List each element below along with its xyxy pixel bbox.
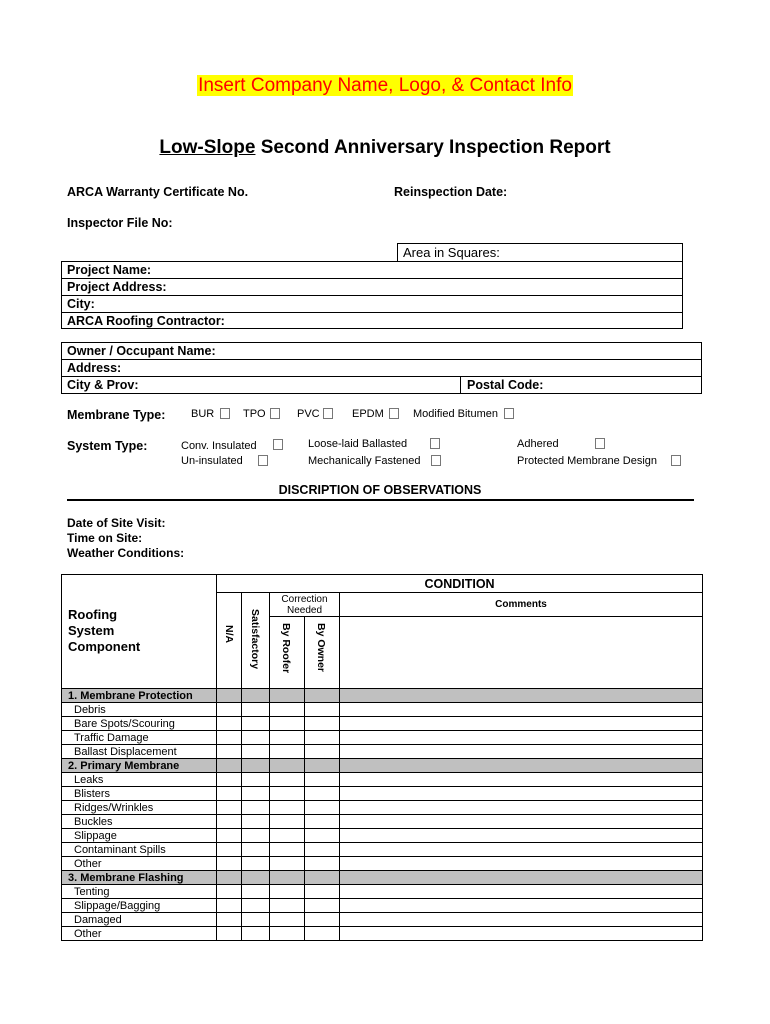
- divider: [61, 376, 702, 377]
- company-info-placeholder: Insert Company Name, Logo, & Contact Info: [198, 75, 572, 96]
- site-visit-label: Date of Site Visit:: [67, 516, 166, 530]
- na-cell[interactable]: [217, 927, 242, 941]
- component-item: Other: [62, 927, 217, 941]
- by-roofer-cell[interactable]: [270, 815, 305, 829]
- na-cell[interactable]: [217, 857, 242, 871]
- by-roofer-cell[interactable]: [270, 857, 305, 871]
- table-row: [62, 787, 703, 801]
- section-cell: [242, 759, 270, 773]
- component-item: Blisters: [62, 787, 217, 801]
- divider: [61, 312, 683, 313]
- satisfactory-cell[interactable]: [242, 815, 270, 829]
- membrane-option-modbit: Modified Bitumen: [413, 408, 498, 420]
- table-row: [62, 927, 703, 941]
- component-item: Slippage/Bagging: [62, 899, 217, 913]
- na-cell[interactable]: [217, 829, 242, 843]
- system-type-label: System Type:: [67, 439, 148, 453]
- component-header: [62, 575, 217, 689]
- observations-rule: [67, 499, 694, 501]
- modified-bitumen-checkbox[interactable]: [504, 408, 514, 419]
- owner-address-field[interactable]: Address:: [67, 361, 122, 375]
- col-na-header: [217, 593, 242, 689]
- by-roofer-cell[interactable]: [270, 717, 305, 731]
- section-cell: [270, 871, 305, 885]
- by-owner-cell[interactable]: [305, 801, 340, 815]
- section-cell: [270, 689, 305, 703]
- satisfactory-cell[interactable]: [242, 731, 270, 745]
- table-row: [62, 913, 703, 927]
- by-roofer-cell[interactable]: [270, 843, 305, 857]
- section-row: [62, 689, 703, 703]
- by-owner-cell[interactable]: [305, 787, 340, 801]
- comments-cell[interactable]: [340, 787, 703, 801]
- component-item: Buckles: [62, 815, 217, 829]
- membrane-type-label: Membrane Type:: [67, 408, 166, 422]
- comments-header-blank: [340, 617, 703, 689]
- table-row: [62, 745, 703, 759]
- time-on-site-label: Time on Site:: [67, 531, 143, 545]
- col-satisfactory-header: [242, 593, 270, 689]
- section-cell: [305, 871, 340, 885]
- comments-cell[interactable]: [340, 857, 703, 871]
- by-roofer-cell[interactable]: [270, 885, 305, 899]
- component-item: Traffic Damage: [62, 731, 217, 745]
- comments-cell[interactable]: [340, 773, 703, 787]
- comments-cell[interactable]: [340, 899, 703, 913]
- satisfactory-cell[interactable]: [242, 885, 270, 899]
- by-roofer-cell[interactable]: [270, 829, 305, 843]
- table-row: [62, 899, 703, 913]
- section-cell: [340, 689, 703, 703]
- table-row: [62, 717, 703, 731]
- section-cell: [305, 689, 340, 703]
- condition-header: CONDITION: [217, 575, 703, 593]
- section-cell: [305, 759, 340, 773]
- inspector-file-label: Inspector File No:: [67, 216, 173, 230]
- component-item: Leaks: [62, 773, 217, 787]
- by-owner-cell[interactable]: [305, 815, 340, 829]
- na-cell[interactable]: [217, 731, 242, 745]
- warranty-cert-label: ARCA Warranty Certificate No.: [67, 185, 249, 199]
- satisfactory-cell[interactable]: [242, 899, 270, 913]
- table-row: [62, 731, 703, 745]
- system-option-protected: Protected Membrane Design: [517, 455, 658, 467]
- membrane-option-tpo: TPO: [243, 408, 266, 420]
- report-title: Low-Slope Second Anniversary Inspection Report: [159, 137, 611, 158]
- table-row: [62, 857, 703, 871]
- by-owner-cell[interactable]: [305, 745, 340, 759]
- na-cell[interactable]: [217, 773, 242, 787]
- component-header-line1: Roofing: [68, 607, 118, 622]
- comments-cell[interactable]: [340, 885, 703, 899]
- col-na-label: N/A: [223, 625, 235, 644]
- by-roofer-cell[interactable]: [270, 801, 305, 815]
- by-owner-cell[interactable]: [305, 773, 340, 787]
- table-row: [62, 885, 703, 899]
- comments-header: Comments: [340, 593, 703, 617]
- by-owner-cell[interactable]: [305, 913, 340, 927]
- system-option-conv-insulated: Conv. Insulated: [181, 440, 257, 452]
- satisfactory-cell[interactable]: [242, 787, 270, 801]
- by-roofer-cell[interactable]: [270, 745, 305, 759]
- divider: [460, 376, 461, 394]
- satisfactory-cell[interactable]: [242, 829, 270, 843]
- comments-cell[interactable]: [340, 745, 703, 759]
- by-roofer-cell[interactable]: [270, 913, 305, 927]
- membrane-option-epdm: EPDM: [352, 408, 384, 420]
- component-item: Contaminant Spills: [62, 843, 217, 857]
- comments-cell[interactable]: [340, 913, 703, 927]
- membrane-option-pvc: PVC: [297, 408, 320, 420]
- condition-table: [61, 574, 703, 941]
- comments-cell[interactable]: [340, 703, 703, 717]
- na-cell[interactable]: [217, 787, 242, 801]
- col-by-owner-label: By Owner: [315, 623, 327, 673]
- uninsulated-checkbox[interactable]: [258, 455, 268, 466]
- section-cell: [270, 759, 305, 773]
- col-by-roofer-header: [270, 617, 305, 689]
- bur-checkbox[interactable]: [220, 408, 230, 419]
- table-row: [62, 801, 703, 815]
- section-cell: [217, 871, 242, 885]
- divider: [61, 278, 683, 279]
- by-owner-cell[interactable]: [305, 731, 340, 745]
- epdm-checkbox[interactable]: [389, 408, 399, 419]
- component-item: Bare Spots/Scouring: [62, 717, 217, 731]
- satisfactory-cell[interactable]: [242, 801, 270, 815]
- weather-label: Weather Conditions:: [67, 546, 185, 560]
- project-address-field[interactable]: Project Address:: [67, 280, 167, 294]
- section-cell: [217, 689, 242, 703]
- na-cell[interactable]: [217, 885, 242, 899]
- comments-cell[interactable]: [340, 927, 703, 941]
- by-owner-cell[interactable]: [305, 857, 340, 871]
- conv-insulated-checkbox[interactable]: [273, 439, 283, 450]
- pvc-checkbox[interactable]: [323, 408, 333, 419]
- reinspection-date-label: Reinspection Date:: [394, 185, 508, 199]
- project-name-field[interactable]: Project Name:: [67, 263, 152, 277]
- by-owner-cell[interactable]: [305, 703, 340, 717]
- adhered-checkbox[interactable]: [595, 438, 605, 449]
- owner-city-field[interactable]: City & Prov:: [67, 378, 139, 392]
- col-satisfactory-label: Satisfactory: [249, 609, 261, 670]
- na-cell[interactable]: [217, 843, 242, 857]
- na-cell[interactable]: [217, 717, 242, 731]
- table-row: [62, 703, 703, 717]
- na-cell[interactable]: [217, 801, 242, 815]
- component-item: Ridges/Wrinkles: [62, 801, 217, 815]
- table-row: [62, 773, 703, 787]
- comments-cell[interactable]: [340, 815, 703, 829]
- area-squares-label: Area in Squares:: [403, 245, 500, 260]
- component-item: Ballast Displacement: [62, 745, 217, 759]
- comments-cell[interactable]: [340, 829, 703, 843]
- divider: [61, 359, 702, 360]
- owner-name-field[interactable]: Owner / Occupant Name:: [67, 344, 216, 358]
- section-title: 2. Primary Membrane: [62, 759, 217, 773]
- divider: [61, 295, 683, 296]
- by-owner-cell[interactable]: [305, 885, 340, 899]
- system-option-adhered: Adhered: [517, 438, 559, 450]
- component-header-line3: Component: [68, 639, 141, 654]
- section-row: [62, 759, 703, 773]
- by-roofer-cell[interactable]: [270, 787, 305, 801]
- component-item: Damaged: [62, 913, 217, 927]
- section-row: [62, 871, 703, 885]
- section-cell: [340, 871, 703, 885]
- na-cell[interactable]: [217, 815, 242, 829]
- system-option-mech-fastened: Mechanically Fastened: [308, 455, 421, 467]
- postal-code-field[interactable]: Postal Code:: [467, 378, 544, 392]
- section-title: 3. Membrane Flashing: [62, 871, 217, 885]
- na-cell[interactable]: [217, 913, 242, 927]
- table-row: [62, 829, 703, 843]
- component-item: Slippage: [62, 829, 217, 843]
- table-row: [62, 843, 703, 857]
- na-cell[interactable]: [217, 703, 242, 717]
- by-owner-cell[interactable]: [305, 927, 340, 941]
- satisfactory-cell[interactable]: [242, 717, 270, 731]
- by-owner-cell[interactable]: [305, 843, 340, 857]
- satisfactory-cell[interactable]: [242, 843, 270, 857]
- by-owner-cell[interactable]: [305, 829, 340, 843]
- component-item: Debris: [62, 703, 217, 717]
- by-roofer-cell[interactable]: [270, 773, 305, 787]
- by-roofer-cell[interactable]: [270, 927, 305, 941]
- satisfactory-cell[interactable]: [242, 703, 270, 717]
- tpo-checkbox[interactable]: [270, 408, 280, 419]
- correction-needed-header: Correction Needed: [270, 593, 340, 617]
- mech-fastened-checkbox[interactable]: [431, 455, 441, 466]
- by-roofer-cell[interactable]: [270, 899, 305, 913]
- component-item: Other: [62, 857, 217, 871]
- loose-laid-checkbox[interactable]: [430, 438, 440, 449]
- system-option-loose-laid: Loose-laid Ballasted: [308, 438, 408, 450]
- col-by-roofer-label: By Roofer: [280, 623, 292, 674]
- comments-cell[interactable]: [340, 843, 703, 857]
- na-cell[interactable]: [217, 745, 242, 759]
- table-row: [62, 815, 703, 829]
- project-city-field[interactable]: City:: [67, 297, 95, 311]
- component-header-line2: System: [68, 623, 115, 638]
- section-cell: [217, 759, 242, 773]
- comments-cell[interactable]: [340, 801, 703, 815]
- section-cell: [242, 871, 270, 885]
- comments-cell[interactable]: [340, 731, 703, 745]
- satisfactory-cell[interactable]: [242, 773, 270, 787]
- na-cell[interactable]: [217, 899, 242, 913]
- system-option-uninsulated: Un-insulated: [181, 455, 243, 467]
- by-roofer-cell[interactable]: [270, 731, 305, 745]
- section-cell: [242, 689, 270, 703]
- membrane-option-bur: BUR: [191, 408, 215, 420]
- section-cell: [340, 759, 703, 773]
- satisfactory-cell[interactable]: [242, 745, 270, 759]
- protected-membrane-checkbox[interactable]: [671, 455, 681, 466]
- by-roofer-cell[interactable]: [270, 703, 305, 717]
- component-item: Tenting: [62, 885, 217, 899]
- comments-cell[interactable]: [340, 717, 703, 731]
- col-by-owner-header: [305, 617, 340, 689]
- observations-heading: DISCRIPTION OF OBSERVATIONS: [278, 483, 482, 497]
- section-title: 1. Membrane Protection: [62, 689, 217, 703]
- roofing-contractor-field[interactable]: ARCA Roofing Contractor:: [67, 314, 225, 328]
- by-owner-cell[interactable]: [305, 899, 340, 913]
- satisfactory-cell[interactable]: [242, 927, 270, 941]
- satisfactory-cell[interactable]: [242, 857, 270, 871]
- by-owner-cell[interactable]: [305, 717, 340, 731]
- satisfactory-cell[interactable]: [242, 913, 270, 927]
